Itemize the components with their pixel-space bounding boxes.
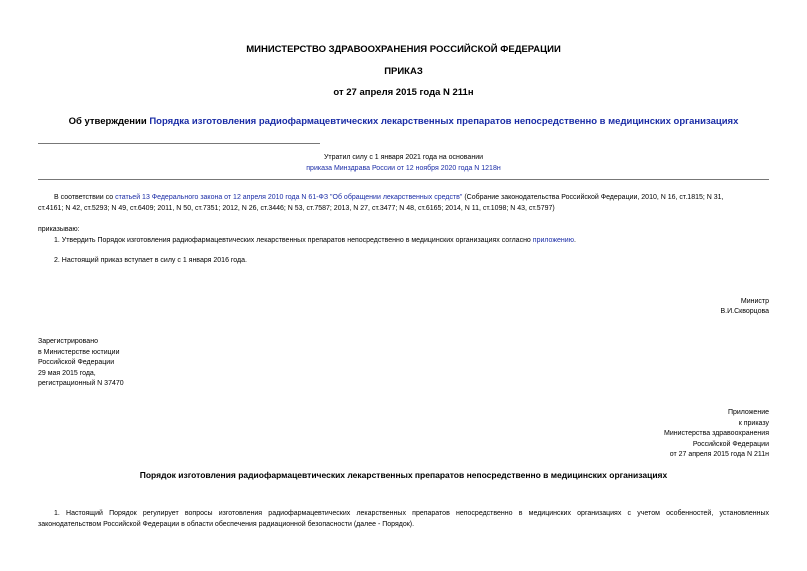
status-note-link[interactable]: приказа Минздрава России от 12 ноября 2020 года N 1218н	[306, 165, 501, 172]
registration-block	[38, 337, 124, 390]
appendix-title: Порядок изготовления радиофармацевтических лекарственных препаратов непосредственно в медицинских организациях	[139, 470, 668, 480]
approval-title	[0, 116, 807, 127]
appendix-ref-line: Министерства здравоохранения	[664, 430, 769, 437]
preamble-line2: ст.4161; N 42, ст.5293; N 49, ст.6409; 2011, N 50, ст.7351; 2012, N 26, ст.3446; N 53, ст.7587; 2013, N 27, ст.3477; N 48, ст.6165; 2014, N 11, ст.1098; N 43, ст.5797)	[38, 205, 555, 212]
item1-end: .	[573, 237, 576, 244]
approval-link[interactable]: Порядка изготовления радиофармацевтических лекарственных препаратов непосредственно в медицинских организациях	[149, 116, 739, 127]
clause-1	[38, 509, 769, 530]
appendix-ref-line: Российской Федерации	[692, 440, 769, 448]
registration-line: Российской Федерации	[38, 359, 115, 366]
ministry-heading: МИНИСТЕРСТВО ЗДРАВООХРАНЕНИЯ РОССИЙСКОЙ ФЕДЕРАЦИИ	[246, 44, 561, 55]
registration-line: регистрационный N 37470	[38, 380, 124, 387]
clause-1-line1: 1. Настоящий Порядок регулирует вопросы изготовления радиофармацевтических лекарственных препаратов непосредственно в медицинских организациях с учетом особенностей, установленных	[54, 510, 769, 517]
law-link[interactable]: статьей 13 Федерального закона от 12 апреля 2010 года N 61-ФЗ "Об обращении лекарственных средств"	[115, 194, 463, 201]
order-word: приказываю:	[38, 226, 80, 233]
divider-full	[38, 179, 769, 180]
appendix-reference	[664, 408, 769, 461]
order-date-number: от 27 апреля 2015 года N 211н	[333, 87, 474, 98]
status-note-line1: Утратил силу с 1 января 2021 года на основании	[323, 154, 484, 161]
preamble-line1	[54, 193, 769, 204]
order-item-2: 2. Настоящий приказ вступает в силу с 1 января 2016 года.	[54, 257, 247, 264]
clause-1-line2	[38, 520, 769, 531]
clause-1-line2-end: (далее - Порядок).	[351, 520, 415, 528]
preamble-prefix: В соответствии со	[54, 194, 116, 201]
signature-title: Министр	[740, 298, 769, 305]
preamble-text1: (Собрание законодательства Российской Федерации, 2010, N 16, ст.1815; N 31,	[462, 194, 724, 201]
divider-short	[38, 143, 320, 144]
appendix-link[interactable]: приложению	[532, 237, 574, 244]
doc-type-heading: ПРИКАЗ	[384, 66, 423, 77]
order-item-1	[54, 236, 576, 247]
registration-line: 29 мая 2015 года,	[38, 369, 96, 377]
appendix-ref-line: Приложение	[727, 409, 769, 416]
appendix-ref-line: к приказу	[738, 419, 769, 427]
clause-1-line2-text: законодательством Российской Федерации в области обеспечения радиационной безопасности	[38, 520, 352, 528]
appendix-ref-line: от 27 апреля 2015 года N 211н	[669, 451, 769, 458]
registration-line: в Министерстве юстиции	[38, 348, 120, 356]
item1-text: 1. Утвердить Порядок изготовления радиофармацевтических лекарственных препаратов непосредственно в медицинских организациях согласно	[54, 237, 533, 244]
registration-line: Зарегистрировано	[38, 338, 98, 345]
approval-prefix: Об утверждении	[68, 116, 150, 127]
signature-name: В.И.Скворцова	[720, 308, 769, 315]
